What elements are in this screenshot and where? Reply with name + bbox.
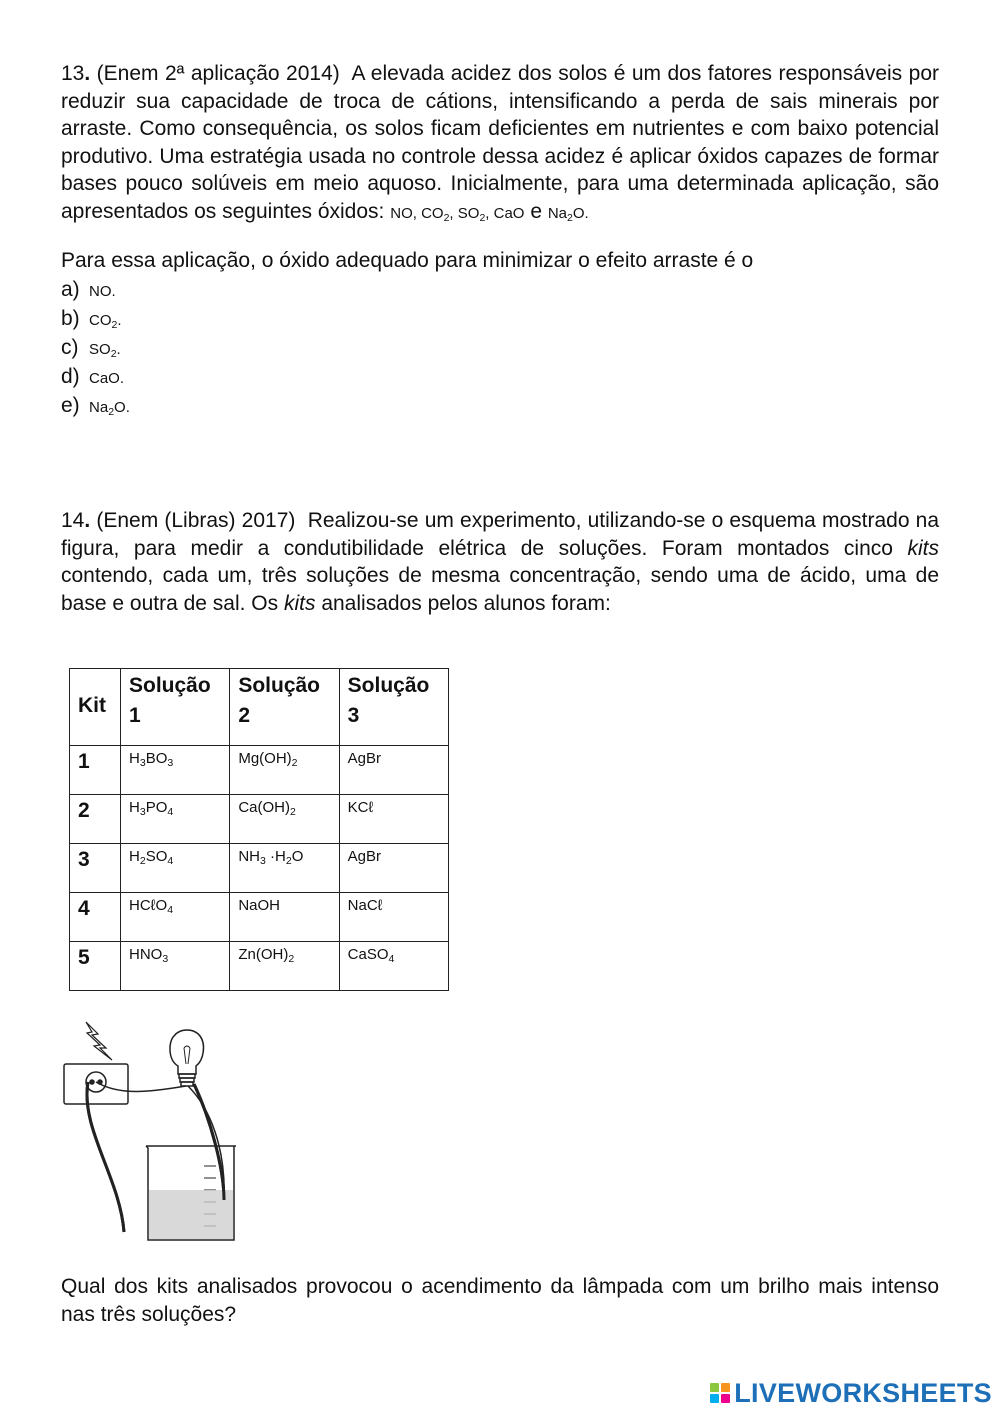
solution-3-cell: KCℓ xyxy=(339,795,448,844)
question-14-prompt: Qual dos kits analisados provocou o acendimento da lâmpada com um brilho mais intenso nas três soluções? xyxy=(61,1275,939,1326)
solution-liquid xyxy=(149,1190,233,1239)
header-solution-2: Solução 2 xyxy=(230,669,339,746)
solution-3-cell: NaCℓ xyxy=(339,893,448,942)
power-outlet xyxy=(64,1064,128,1104)
option-c[interactable]: c) $SO_2$. xyxy=(61,335,121,360)
question-13-stem: Para essa aplicação, o óxido adequado para minimizar o efeito arraste é o xyxy=(61,249,754,272)
question-13-number: 13 xyxy=(61,62,85,85)
kits-table xyxy=(69,668,449,991)
solution-2-cell: $Zn(OH)_2$ xyxy=(230,942,339,991)
liveworksheets-logo[interactable] xyxy=(710,1378,992,1408)
solution-3-cell: AgBr xyxy=(339,746,448,795)
solution-3-cell: CaSO$_4$ xyxy=(339,942,448,991)
table-row xyxy=(70,942,449,991)
solution-1-cell: HCℓO$_4$ xyxy=(121,893,230,942)
table-row xyxy=(70,893,449,942)
light-bulb-icon xyxy=(170,1030,204,1074)
question-14-text: 14. (Enem (Libras) 2017) Realizou-se um experimento, utilizando-se o esquema mostrado na figura, para medir a condutibilidade elétrica de soluções. Foram montados cinco kits contendo, cada um, três soluções de mesma concentração, sendo uma de ácido, uma de base e outra de sal. Os kits analisados pelos alunos foram: xyxy=(61,509,939,615)
logo-mark-icon xyxy=(710,1383,730,1403)
solution-2-cell: $Ca(OH)_2$ xyxy=(230,795,339,844)
solution-2-cell: NaOH xyxy=(230,893,339,942)
oxides-list: NO, $CO_2$, $SO_2$, CaO xyxy=(390,204,525,224)
lightning-icon xyxy=(86,1022,112,1060)
solution-1-cell: $H_2SO_4$ xyxy=(121,844,230,893)
worksheet-page xyxy=(61,60,939,615)
option-d[interactable]: d) CaO. xyxy=(61,364,125,388)
solution-3-cell: AgBr xyxy=(339,844,448,893)
logo-wordmark: LIVEWORKSHEETS xyxy=(734,1377,992,1408)
question-13-body: A elevada acidez dos solos é um dos fatores responsáveis por reduzir sua capacidade de troca de cátions, intensificando a perda de sais minerais por arraste. Como consequência, os solos ficam deficientes em nutrientes e com baixo potencial produtivo. Uma estratégia usada no controle dessa acidez é aplicar óxidos capazes de formar bases pouco solúveis em meio aquoso. Inicialmente, para uma determinada aplicação, são apresentados os seguintes óxidos: xyxy=(61,62,939,223)
table-row xyxy=(70,746,449,795)
header-solution-1: Solução 1 xyxy=(121,669,230,746)
table-row xyxy=(70,795,449,844)
solution-1-cell: $H_3PO_4$ xyxy=(121,795,230,844)
header-kit: Kit xyxy=(70,669,121,746)
question-14-number: 14 xyxy=(61,509,85,532)
question-14-source: (Enem (Libras) 2017) xyxy=(96,509,296,532)
option-e[interactable]: e) $Na_2O$. xyxy=(61,393,130,418)
question-13-source: (Enem 2ª aplicação 2014) xyxy=(96,62,340,85)
kit-number-cell: 5 xyxy=(70,942,121,991)
header-solution-3: Solução 3 xyxy=(339,669,448,746)
solution-1-cell: $H_3BO_3$ xyxy=(121,746,230,795)
question-13-text: 13. (Enem 2ª aplicação 2014) A elevada acidez dos solos é um dos fatores responsáveis por reduzir sua capacidade de troca de cátions, intensificando a perda de sais minerais por arraste. Como consequência, os solos ficam deficientes em nutrientes e com baixo potencial produtivo. Uma estratégia usada no controle dessa acidez é aplicar óxidos capazes de formar bases pouco solúveis em meio aquoso. Inicialmente, para uma determinada aplicação, são apresentados os seguintes óxidos: NO, $CO_2$, $SO_2$, CaO e $Na_2O$. xyxy=(61,62,939,224)
solution-2-cell: $Mg(OH)_2$ xyxy=(230,746,339,795)
option-a[interactable]: a) NO. xyxy=(61,277,116,301)
kit-number-cell: 3 xyxy=(70,844,121,893)
table-row xyxy=(70,844,449,893)
option-b[interactable]: b) $CO_2$. xyxy=(61,306,122,331)
conductivity-apparatus-diagram xyxy=(60,1018,240,1246)
kit-number-cell: 1 xyxy=(70,746,121,795)
solution-1-cell: $HNO_3$ xyxy=(121,942,230,991)
kit-number-cell: 4 xyxy=(70,893,121,942)
table-header-row xyxy=(70,669,449,746)
question-13-options xyxy=(61,275,939,420)
kit-number-cell: 2 xyxy=(70,795,121,844)
solution-2-cell: $NH_3 \cdot H_2O$ xyxy=(230,844,339,893)
